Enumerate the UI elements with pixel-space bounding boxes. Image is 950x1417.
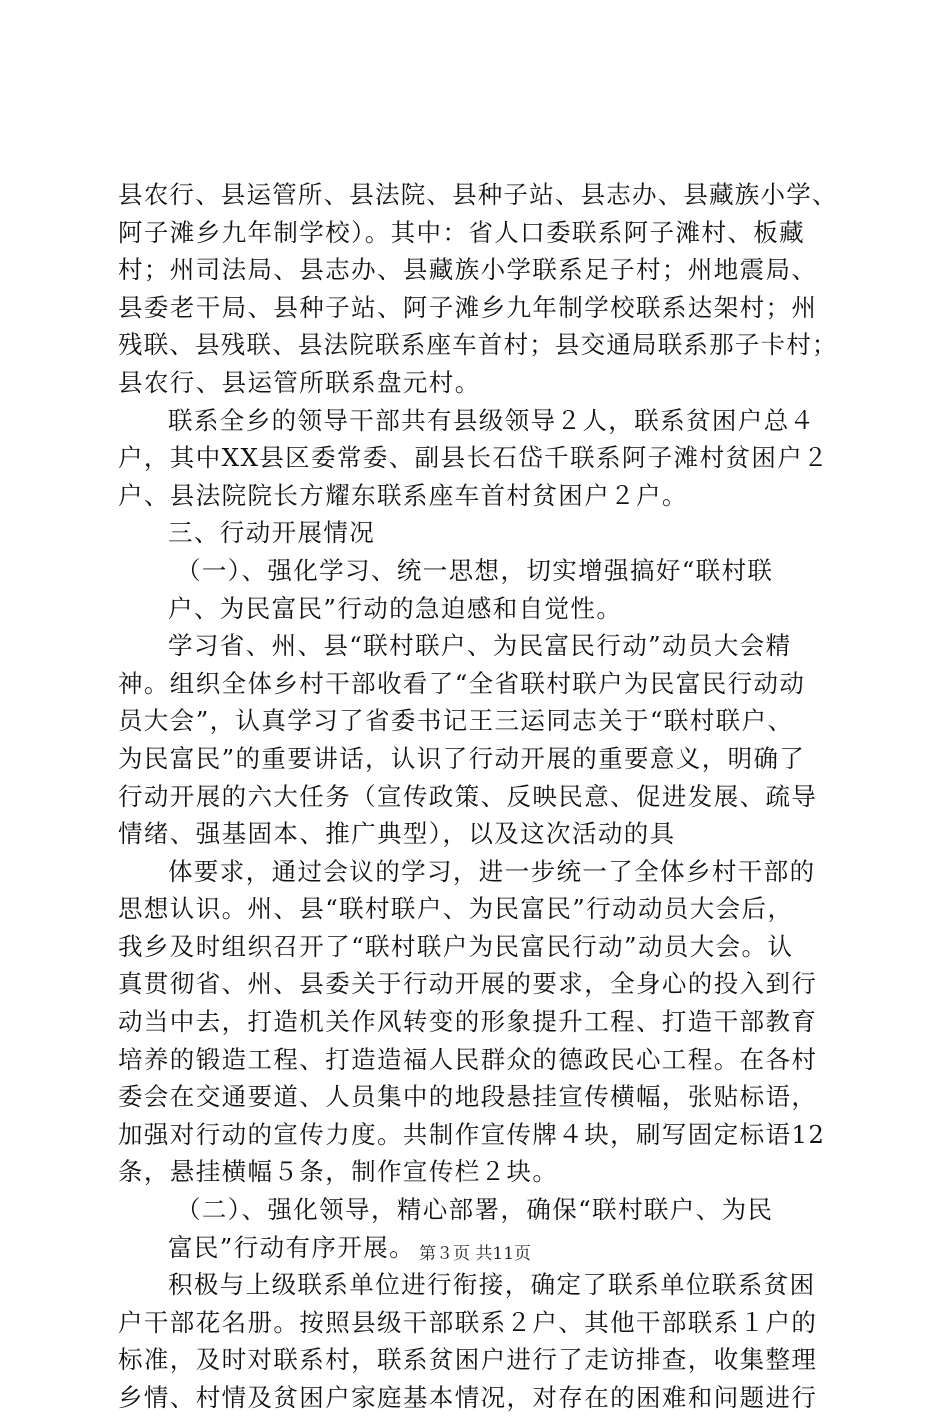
text-line: 联系全乡的领导干部共有县级领导２人，联系贫困户总４ <box>168 405 816 435</box>
subsection-heading-cont: 户、为民富民”行动的急迫感和自觉性。 <box>168 593 623 623</box>
text-line: 为民富民”的重要讲话，认识了行动开展的重要意义，明确了 <box>118 743 806 773</box>
text-line: 乡情、村情及贫困户家庭基本情况，对存在的困难和问题进行 <box>118 1383 818 1412</box>
page-number-footer: 第３页 共11页 <box>418 1244 532 1264</box>
subsection-heading: （二）、强化领导，精心部署，确保“联村联户、为民 <box>176 1195 774 1225</box>
text-line: 县委老干局、县种子站、阿子滩乡九年制学校联系达架村；州 <box>118 292 818 322</box>
text-line: 积极与上级联系单位进行衔接，确定了联系单位联系贫困 <box>168 1270 816 1300</box>
text-line: 县农行、县运管所联系盘元村。 <box>118 367 481 397</box>
text-line: 学习省、州、县“联村联户、为民富民行动”动员大会精 <box>168 631 792 661</box>
text-line: 我乡及时组织召开了“联村联户为民富民行动”动员大会。认 <box>118 931 794 961</box>
text-line: 情绪、强基固本、推广典型），以及这次活动的具 <box>118 819 676 849</box>
text-line: 思想认识。州、县“联村联户、为民富民”行动动员大会后， <box>118 894 794 924</box>
text-line: 行动开展的六大任务（宣传政策、反映民意、促进发展、疏导 <box>118 781 818 811</box>
text-line: 户、县法院院长方耀东联系座车首村贫困户２户。 <box>118 480 688 510</box>
text-line: 加强对行动的宣传力度。共制作宣传牌４块，刷写固定标语12 <box>118 1119 826 1149</box>
text-line: 真贯彻省、州、县委关于行动开展的要求，全身心的投入到行 <box>118 969 818 999</box>
text-line: 县农行、县运管所、县法院、县种子站、县志办、县藏族小学、 <box>118 180 838 209</box>
text-line: 标准，及时对联系村，联系贫困户进行了走访排查，收集整理 <box>118 1345 818 1375</box>
text-line: 阿子滩乡九年制学校）。其中：省人口委联系阿子滩村、板藏 <box>118 217 806 247</box>
section-heading: 三、行动开展情况 <box>168 518 376 548</box>
text-line: 动当中去，打造机关作风转变的形象提升工程、打造干部教育 <box>118 1007 818 1037</box>
subsection-heading-cont: 富民”行动有序开展。 <box>168 1232 416 1262</box>
text-line: 户干部花名册。按照县级干部联系２户、其他干部联系１户的 <box>118 1307 818 1337</box>
text-line: 残联、县残联、县法院联系座车首村；县交通局联系那子卡村； <box>118 330 838 360</box>
text-line: 条，悬挂横幅５条，制作宣传栏２块。 <box>118 1157 559 1187</box>
body-text <box>118 176 838 1417</box>
text-line: 培养的锻造工程、打造造福人民群众的德政民心工程。在各村 <box>118 1044 818 1074</box>
subsection-heading: （一）、强化学习、统一思想，切实增强搞好“联村联 <box>176 555 774 585</box>
text-line: 委会在交通要道、人员集中的地段悬挂宣传横幅，张贴标语， <box>118 1082 818 1112</box>
text-line: 户，其中XX县区委常委、副县长石岱千联系阿子滩村贫困户２ <box>118 443 830 473</box>
text-line: 村；州司法局、县志办、县藏族小学联系足子村；州地震局、 <box>118 255 818 285</box>
text-line: 体要求，通过会议的学习，进一步统一了全体乡村干部的 <box>168 856 816 886</box>
text-line: 员大会”，认真学习了省委书记王三运同志关于“联村联户、 <box>118 706 794 736</box>
text-line: 神。组织全体乡村干部收看了“全省联村联户为民富民行动动 <box>118 668 806 698</box>
